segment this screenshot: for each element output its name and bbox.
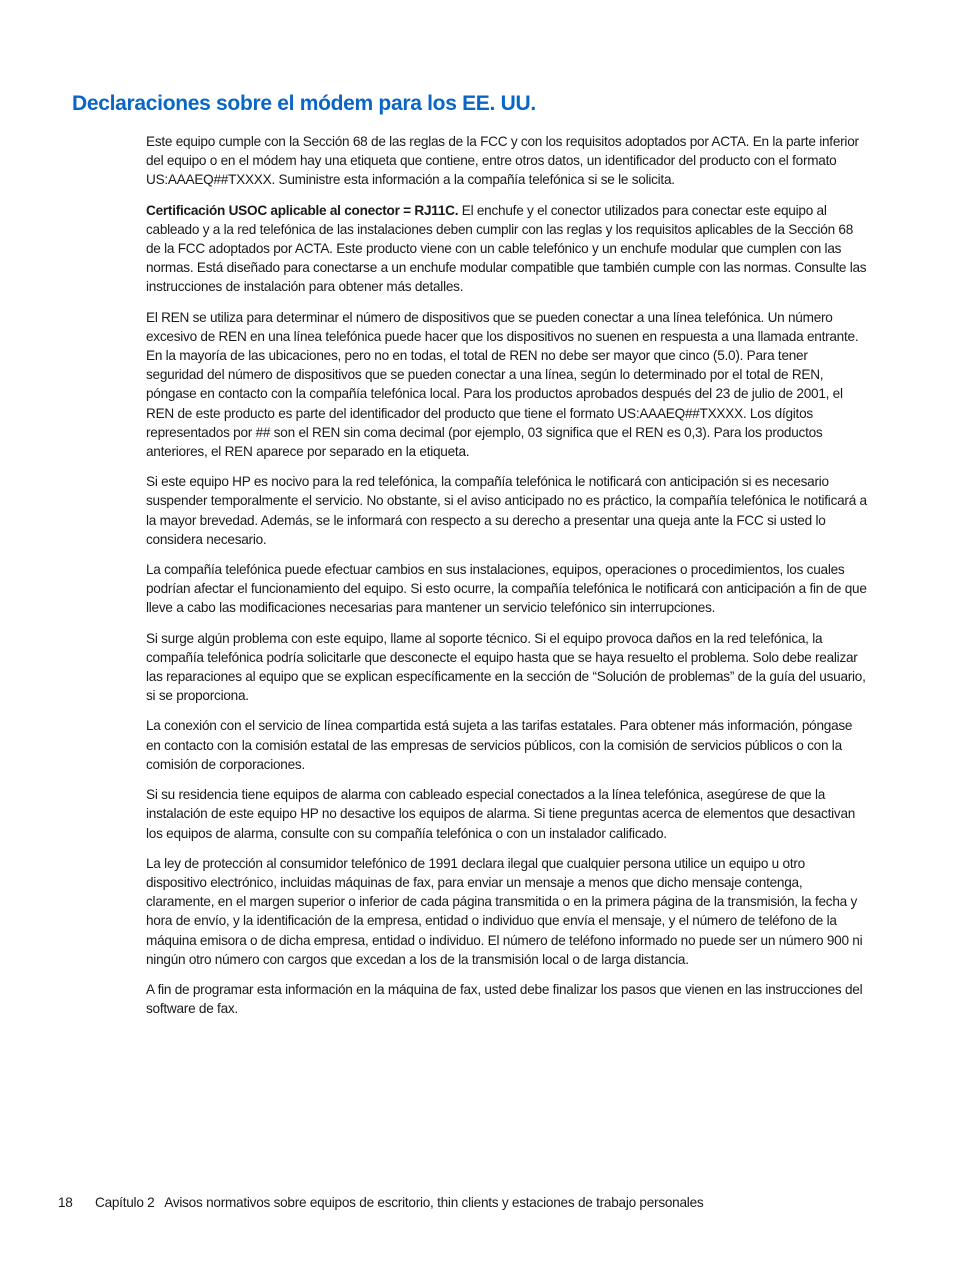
document-body [146,132,868,1029]
paragraph-party-line [146,716,868,774]
paragraph-alarm [146,785,868,843]
paragraph-text: Si surge algún problema con este equipo, llame al soporte técnico. Si el equipo provoca daños en la red telefónica, la compañía telefónica podría solicitarle que desconecte el equipo hasta que se haya resuelto el problema. Solo debe realizar las reparaciones al equipo que se explican específicamente en la sección de “Solución de problemas” de la guía del usuario, si se proporciona. [146,630,866,704]
paragraph-text: La conexión con el servicio de línea compartida está sujeta a las tarifas estatales. Para obtener más información, póngase en contacto con la comisión estatal de las empresas de servicios públicos, con la comisión de servicios públicos o con la comisión de corporaciones. [146,718,853,772]
page-title: Declaraciones sobre el módem para los EE. UU. [72,92,536,115]
paragraph-text: La compañía telefónica puede efectuar cambios en sus instalaciones, equipos, operaciones o procedimientos, los cuales podrían afectar el funcionamiento del equipo. Si esto ocurre, la compañía telefónica le notificará con anticipación a fin de que lleve a cabo las modificaciones necesarias para mantener un servicio telefónico sin interrupciones. [146,562,867,616]
chapter-label: Capítulo 2 [95,1195,155,1210]
page-number: 18 [58,1195,73,1210]
paragraph-text: Si su residencia tiene equipos de alarma con cableado especial conectados a la línea telefónica, asegúrese de que la instalación de este equipo HP no desactive los equipos de alarma. Si tiene preguntas acerca de elementos que desactivan los equipos de alarma, consulte con su compañía telefónica o con un instalador calificado. [146,787,856,841]
paragraph-company-changes [146,560,868,618]
paragraph-text: El REN se utiliza para determinar el número de dispositivos que se pueden conectar a una línea telefónica. Un número excesivo de REN en una línea telefónica puede hacer que los dispositivos no suenen en respuesta a una llamada entrante. En la mayoría de las ubicaciones, pero no en todas, el total de REN no debe ser mayor que cinco (5.0). Para tener seguridad del número de dispositivos que se pueden conectar a una línea, según lo determinado por el total de REN, póngase en contacto con la compañía telefónica local. Para los productos aprobados después del 23 de julio de 2001, el REN de este producto es parte del identificador del producto que tiene el formato US:AAAEQ##TXXXX. Los dígitos representados por ## son el REN sin coma decimal (por ejemplo, 03 significa que el REN es 0,3). Para los productos anteriores, el REN aparece por separado en la etiqueta. [146,309,859,460]
paragraph-consumer-protection [146,854,868,969]
chapter-title: Avisos normativos sobre equipos de escritorio, thin clients y estaciones de trabajo personales [164,1195,704,1210]
paragraph-modem-label [146,132,868,190]
paragraph-text: Este equipo cumple con la Sección 68 de las reglas de la FCC y con los requisitos adoptados por ACTA. En la parte inferior del equipo o en el módem hay una etiqueta que contiene, entre otros datos, un identificador del producto con el formato US:AAAEQ##TXXXX. Suministre esta información a la compañía telefónica si se le solicita. [146,134,859,188]
paragraph-text: La ley de protección al consumidor telefónico de 1991 declara ilegal que cualquier persona utilice un equipo u otro dispositivo electrónico, incluidas máquinas de fax, para enviar un mensaje a menos que dicho mensaje contenga, claramente, en el margen superior o inferior de cada página transmitida o en la primera página de la transmisión, la fecha y hora de envío, y la identificación de la empresa, entidad o individuo que envía el mensaje, y el número de teléfono de la máquina emisora o de dicha empresa, entidad o individuo. El número de teléfono informado no puede ser un número 900 ni ningún otro número con cargos que excedan a los de la transmisión local o de larga distancia. [146,855,863,967]
page-footer [58,1193,703,1212]
paragraph-usoc-certification [146,201,868,297]
paragraph-text: El enchufe y el conector utilizados para conectar este equipo al cableado y a la red telefónica de las instalaciones deben cumplir con las reglas y los requisitos aplicables de la Sección 68 de la FCC adoptados por ACTA. Este producto viene con un cable telefónico y un enchufe modular que cumplen con las normas. Está diseñado para conectarse a un enchufe modular compatible que también cumple con las normas. Consulte las instrucciones de instalación para obtener más detalles. [146,202,867,295]
paragraph-ren [146,308,868,462]
paragraph-fax-programming [146,980,868,1018]
paragraph-problems [146,629,868,706]
paragraph-network-harm [146,472,868,549]
paragraph-text: A fin de programar esta información en la máquina de fax, usted debe finalizar los pasos que vienen en las instrucciones del software de fax. [146,981,863,1017]
paragraph-lead: Certificación USOC aplicable al conector = RJ11C. [146,202,459,218]
paragraph-text: Si este equipo HP es nocivo para la red telefónica, la compañía telefónica le notificará con anticipación si es necesario suspender temporalmente el servicio. No obstante, si el aviso anticipado no es práctico, la compañía telefónica le notificará a la mayor brevedad. Además, se le informará con respecto a su derecho a presentar una queja ante la FCC si usted lo considera necesario. [146,474,867,547]
